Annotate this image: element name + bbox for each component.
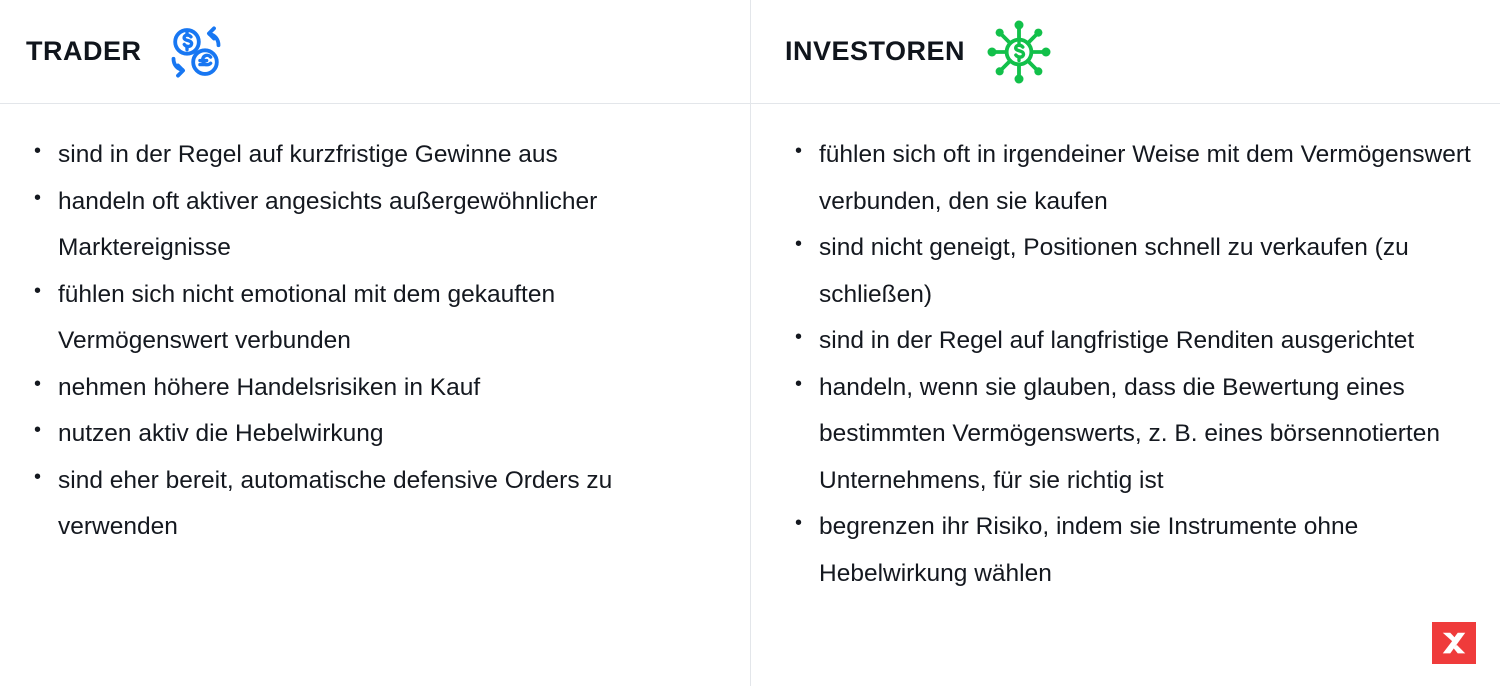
column-investoren bbox=[750, 0, 1500, 686]
list-item: • sind in der Regel auf langfristige Renditen ausgerichtet bbox=[785, 318, 1478, 365]
list-item: • nutzen aktiv die Hebelwirkung bbox=[26, 411, 728, 458]
column-title-trader: TRADER bbox=[26, 36, 142, 66]
bullet-list-trader bbox=[26, 104, 728, 551]
list-item: • handeln, wenn sie glauben, dass die Bewertung eines bestimmten Vermögenswerts, z. B. eines börsennotierten Unternehmens, für sie richtig ist bbox=[785, 365, 1478, 505]
list-item: • begrenzen ihr Risiko, indem sie Instrumente ohne Hebelwirkung wählen bbox=[785, 504, 1478, 597]
list-item: • handeln oft aktiver angesichts außergewöhnlicher Marktereignisse bbox=[26, 179, 728, 272]
list-item: • fühlen sich nicht emotional mit dem gekauften Vermögenswert verbunden bbox=[26, 272, 728, 365]
list-item: • nehmen höhere Handelsrisiken in Kauf bbox=[26, 365, 728, 412]
column-header-trader bbox=[0, 0, 750, 104]
bullet-list-investoren bbox=[785, 104, 1478, 597]
list-item: • sind nicht geneigt, Positionen schnell zu verkaufen (zu schließen) bbox=[785, 225, 1478, 318]
list-item: • sind in der Regel auf kurzfristige Gewinne aus bbox=[26, 132, 728, 179]
list-item: • sind eher bereit, automatische defensive Orders zu verwenden bbox=[26, 458, 728, 551]
xtb-logo bbox=[1432, 622, 1476, 664]
column-header-investoren bbox=[751, 0, 1500, 104]
dollar-network-icon bbox=[983, 16, 1055, 88]
column-title-investoren: INVESTOREN bbox=[785, 36, 966, 66]
currency-exchange-icon bbox=[160, 16, 232, 88]
list-item: • fühlen sich oft in irgendeiner Weise mit dem Vermögenswert verbunden, den sie kaufen bbox=[785, 132, 1478, 225]
